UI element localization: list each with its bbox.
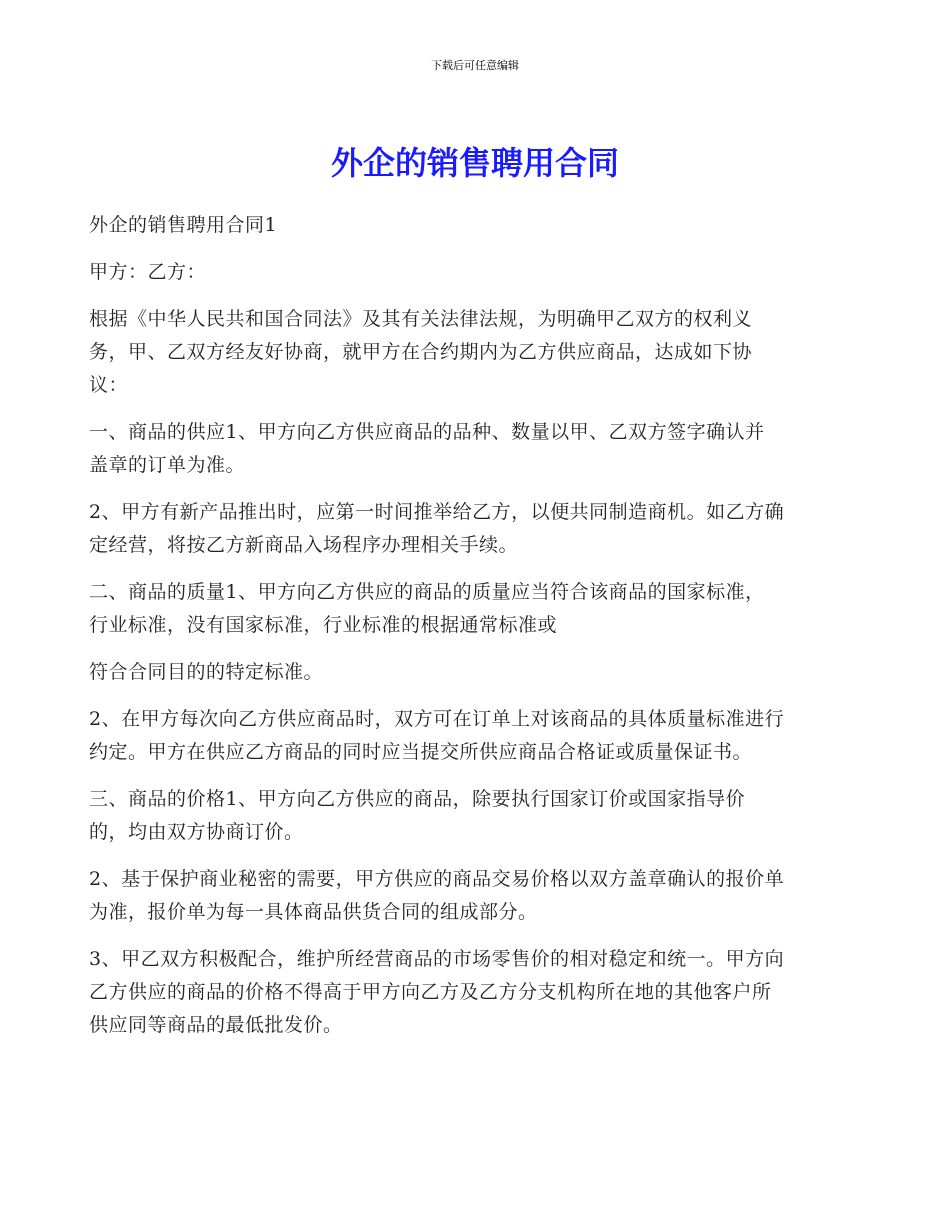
- paragraph-preamble: [89, 303, 864, 402]
- text-line: 2、甲方有新产品推出时，应第一时间推举给乙方，以便共同制造商机。如乙方确: [89, 501, 785, 523]
- document-title: 外企的销售聘用合同: [330, 144, 619, 182]
- text-line: 3、甲乙双方积极配合，维护所经营商品的市场零售价的相对稳定和统一。甲方向: [89, 948, 785, 970]
- paragraph-subtitle: [89, 209, 864, 242]
- text-line: 三、商品的价格1、甲方向乙方供应的商品，除要执行国家订价或国家指导价: [89, 788, 746, 810]
- paragraph-clause: [89, 656, 864, 689]
- text-line: 一、商品的供应1、甲方向乙方供应商品的品种、数量以甲、乙双方签字确认并: [89, 421, 765, 443]
- text-line: 定经营，将按乙方新商品入场程序办理相关手续。: [89, 534, 519, 556]
- paragraph-clause: [89, 576, 864, 642]
- text-line: 约定。甲方在供应乙方商品的同时应当提交所供应商品合格证或质量保证书。: [89, 741, 753, 763]
- text-line: 2、在甲方每次向乙方供应商品时，双方可在订单上对该商品的具体质量标准进行: [89, 708, 785, 730]
- document-body: [89, 209, 864, 1056]
- paragraph-parties: [89, 256, 864, 289]
- text-line: 议：: [89, 374, 129, 396]
- text-line: 为准，报价单为每一具体商品供货合同的组成部分。: [89, 901, 538, 923]
- text-line: 根据《中华人民共和国合同法》及其有关法律法规，为明确甲乙双方的权利义: [89, 308, 753, 330]
- header-note: 下载后可任意编辑: [431, 59, 519, 72]
- paragraph-clause: [89, 783, 864, 849]
- paragraph-clause: [89, 863, 864, 929]
- text-line: 2、基于保护商业秘密的需要，甲方供应的商品交易价格以双方盖章确认的报价单: [89, 868, 785, 890]
- text-line: 乙方供应的商品的价格不得高于甲方向乙方及乙方分支机构所在地的其他客户所: [89, 981, 772, 1003]
- text-line: 供应同等商品的最低批发价。: [89, 1014, 343, 1036]
- text-line: 外企的销售聘用合同1: [89, 214, 278, 236]
- text-line: 二、商品的质量1、甲方向乙方供应的商品的质量应当符合该商品的国家标准，: [89, 581, 765, 603]
- paragraph-clause: [89, 703, 864, 769]
- paragraph-clause: [89, 496, 864, 562]
- text-line: 甲方：乙方：: [89, 261, 207, 283]
- text-line: 盖章的订单为准。: [89, 454, 246, 476]
- text-line: 行业标准，没有国家标准，行业标准的根据通常标准或: [89, 614, 558, 636]
- text-line: 符合合同目的的特定标准。: [89, 661, 324, 683]
- text-line: 的，均由双方协商订价。: [89, 821, 304, 843]
- paragraph-clause: [89, 416, 864, 482]
- paragraph-clause: [89, 943, 864, 1042]
- text-line: 务，甲、乙双方经友好协商，就甲方在合约期内为乙方供应商品，达成如下协: [89, 341, 753, 363]
